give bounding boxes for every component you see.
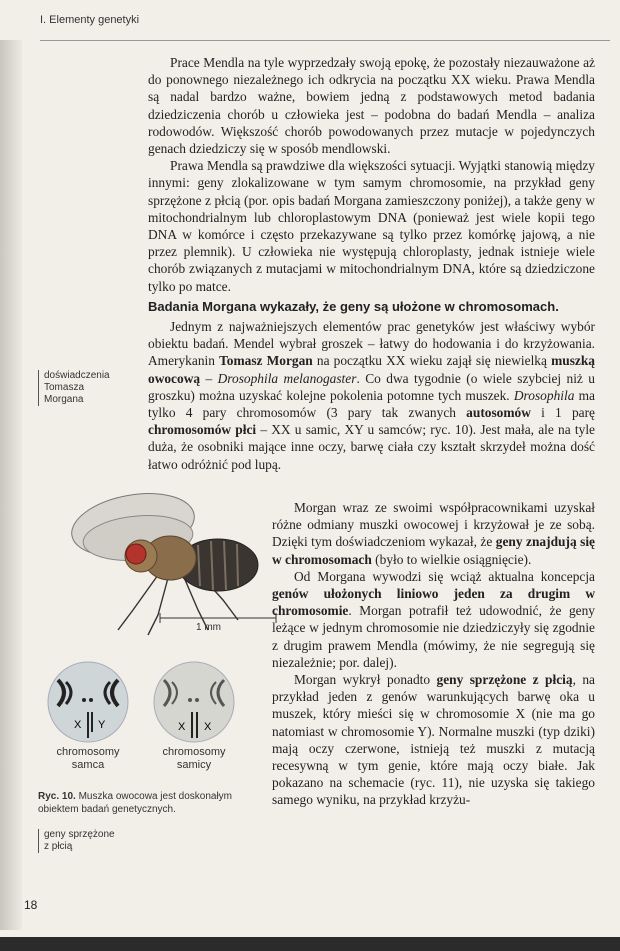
scale-label: 1 mm <box>196 622 221 633</box>
female-x2-label: X <box>204 721 212 733</box>
page-gutter-shadow <box>0 40 22 930</box>
male-y-label: Y <box>98 719 106 731</box>
header-rule <box>40 40 610 41</box>
male-chromosome-diagram <box>44 660 132 744</box>
female-chromosome-diagram <box>150 660 238 744</box>
text-beside-figure <box>272 499 595 809</box>
section-heading: Badania Morgana wykazały, że geny są ułożone w chromosomach. <box>148 298 559 314</box>
paragraph-4: Morgan wraz ze swoimi współpracownikami uzyskał różne odmiany muszki owocowej i krzyżował je ze sobą. Dzięki tym doświadczeniom wykazał, że geny znajdują się w chromosomach (było to wielkie osiągnięcie). <box>272 500 595 567</box>
sidenote-sex-linked-genes: geny sprzężone z płcią <box>38 829 115 853</box>
main-text <box>148 54 595 473</box>
page-number: 18 <box>24 898 38 912</box>
male-chromosomes-label: chromosomy samca <box>56 746 120 771</box>
running-header: I. Elementy genetyki <box>40 14 140 26</box>
female-x1-label: X <box>178 721 186 733</box>
scan-edge <box>0 937 620 951</box>
sidenote-morgan-experiments: doświadczenia Tomasza Morgana <box>38 370 110 406</box>
paragraph-1: Prace Mendla na tyle wyprzedzały swoją epokę, że pozostały niezauważone aż do ponownego niezależnego ich odkrycia na początku XX wieku. Prawa Mendla są nadal bardzo ważne, bowiem jedną z podstawowych metod badania dziedziczenia chorób u człowieka jest – podobna do badań Mendla – analiza rodowodów. Większość chorób powodowanych przez mutacje w pojedynczych genach dziedziczy się w sposób mendlowski. <box>148 55 595 157</box>
paragraph-5: Od Morgana wywodzi się wciąż aktualna koncepcja genów ułożonych liniowo jeden za drugim w chromosomie. Morgan potrafił też udowodnić, że geny leżące w jednym chromosomie nie dziedziczyły się zgodnie z drugim prawem Mendla (mówimy, że nie segregują się niezależnie; por. dalej). <box>272 568 595 670</box>
paragraph-6: Morgan wykrył ponadto geny sprzężone z płcią, na przykład jeden z genów warunkujących barwę oka u muszek, który mieści się w chromosomie X (nie ma go natomiast w chromosomie Y). Normalne muszki (typ dziki) mają oczy czerwone, istnieją też muszki z mutacją recesywną w tym genie, które mają oczy białe. Jak pokazano na schemacie (ryc. 11), nie uzyska się takiego samego wyniku, na przykład krzyżu- <box>272 672 595 808</box>
male-x-label: X <box>74 719 82 731</box>
paragraph-2: Prawa Mendla są prawdziwe dla większości sytuacji. Wyjątki stanowią między innymi: geny zlokalizowane w tym samym chromosomie, na przykład geny sprzężone z płcią (por. opis badań Morgana zamieszczony poniżej), a także geny w mitochondrialnym lub chloroplastowym DNA (ponieważ jest wiele kopii tego DNA w komórce i często przekazywane są tylko przez komórkę jajową, a nie przez plemnik). U człowieka nie występują chloroplasty, jednak istnieje wiele chorób związanych z mutacjami w mitochondrialnym DNA, które są dziedziczone tylko po matce. <box>148 158 595 294</box>
figure-caption: Ryc. 10. Muszka owocowa jest doskonałym obiektem badań genetycznych. <box>38 791 232 815</box>
paragraph-3: Jednym z najważniejszych elementów prac genetyków jest właściwy wybór obiektu badań. Mendel wybrał groszek – łatwy do hodowania i do krzyżowania. Amerykanin Tomasz Morgan na początku XX wieku zajął się niewielką muszką owocową – Drosophila melanogaster. Co dwa tygodnie (o wiele szybciej niż u groszku) można uzyskać kolejne pokolenia potomne tych muszek. Drosophila ma tylko 4 pary chromosomów (3 pary tak zwanych autosomów i 1 parę chromosomów płci – XX u samic, XY u samców; ryc. 10). Jest mała, ale na tyle duża, że osobniki mające inne oczy, barwę ciała czy kształt skrzydeł można dość łatwo odróżnić pod lupą. <box>148 319 595 472</box>
female-chromosomes-label: chromosomy samicy <box>162 746 226 771</box>
